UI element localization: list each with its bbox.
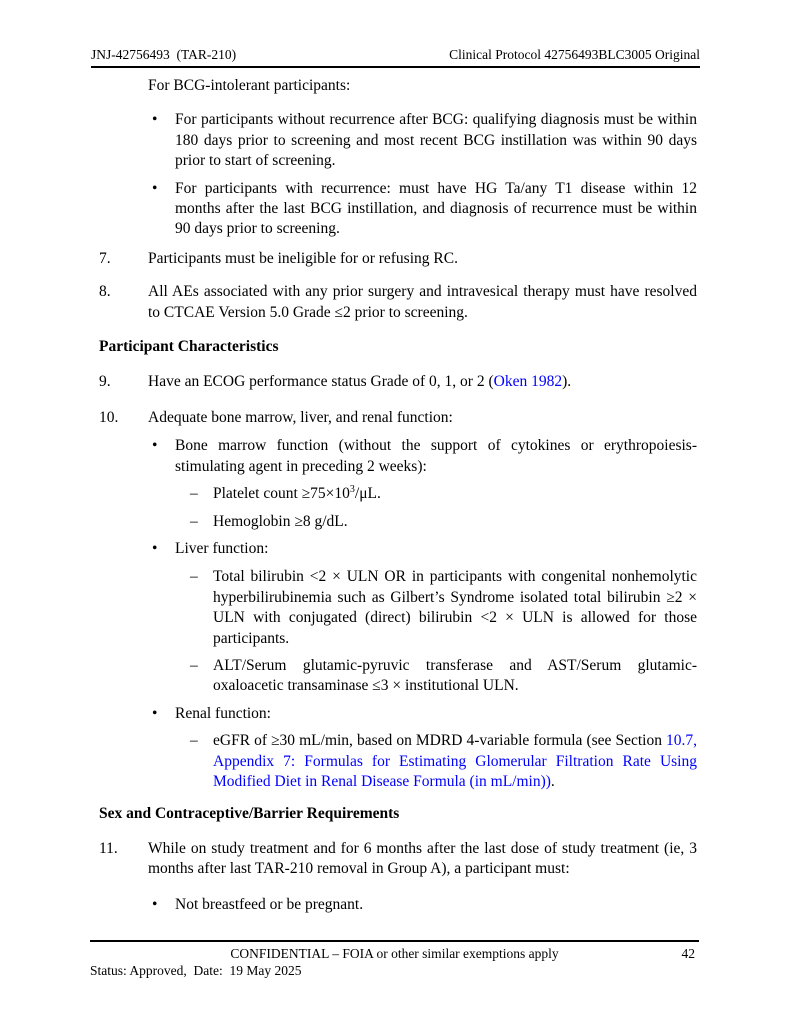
list-item-liver-function: [152, 539, 697, 559]
list-item-bcg-recurrence: [152, 179, 697, 240]
dash-icon: –: [190, 512, 198, 530]
sub-item-text: [213, 484, 697, 504]
section-heading-participant-characteristics: Participant Characteristics: [99, 338, 279, 356]
item-number: 7.: [99, 249, 111, 267]
sub-item-text: Hemoglobin ≥8 g/dL.: [213, 512, 348, 530]
bullet-icon: •: [152, 111, 158, 129]
header-protocol-id: JNJ-42756493 (TAR-210): [91, 47, 237, 62]
bullet-icon: •: [152, 437, 158, 455]
numbered-item-text: While on study treatment and for 6 months after the last dose of study treatment (ie, 3 months after last TAR-210 removal in Group A), a participant must:: [148, 839, 697, 878]
list-item-bcg-no-recurrence: [152, 110, 697, 171]
section-heading-sex-contraceptive: Sex and Contraceptive/Barrier Requirements: [99, 805, 400, 823]
header-protocol-title: Clinical Protocol 42756493BLC3005 Original: [449, 47, 700, 62]
dash-icon: –: [190, 485, 198, 503]
sub-item-hemoglobin: [190, 512, 697, 532]
numbered-item-11: [99, 839, 697, 880]
item9-text-pre: Have an ECOG performance status Grade of 0, 1, or 2 (: [148, 373, 494, 391]
list-item-text: Renal function:: [175, 704, 271, 722]
confidential-notice: CONFIDENTIAL – FOIA or other similar exemptions apply: [230, 946, 559, 961]
numbered-item-10: [99, 408, 697, 428]
egfr-text-pre: eGFR of ≥30 mL/min, based on MDRD 4-variable formula (see Section: [213, 732, 666, 750]
platelet-text-pre: Platelet count ≥75×10: [213, 485, 350, 503]
list-item-breastfeed: [152, 895, 697, 915]
sub-item-text: ALT/Serum glutamic-pyruvic transferase and AST/Serum glutamic-oxaloacetic transaminase ≤3 × institutional ULN.: [213, 656, 697, 695]
numbered-item-text: All AEs associated with any prior surgery and intravesical therapy must have resolved to CTCAE Version 5.0 Grade ≤2 prior to screening.: [148, 283, 697, 321]
numbered-item-8: [99, 282, 697, 323]
sub-item-alt-ast: [190, 656, 697, 697]
bullet-icon: •: [152, 539, 158, 557]
bullet-icon: •: [152, 895, 158, 913]
list-item-text: For participants with recurrence: must have HG Ta/any T1 disease within 12 months after the last BCG instillation, and diagnosis of recurrence must be within 90 days prior to screening.: [175, 179, 697, 238]
page-header: [91, 46, 700, 68]
list-item-renal-function: [152, 704, 697, 724]
numbered-item-text: [148, 372, 697, 392]
intro-paragraph: For BCG-intolerant participants:: [148, 77, 351, 94]
sub-item-platelet: [190, 484, 697, 504]
sub-item-bilirubin: [190, 567, 697, 649]
item-number: 10.: [99, 408, 119, 426]
numbered-item-text: Participants must be ineligible for or refusing RC.: [148, 249, 458, 267]
document-body: [0, 76, 697, 915]
item-number: 11.: [99, 839, 118, 857]
dash-icon: –: [190, 568, 198, 586]
appendix-7-link[interactable]: 10.7, Appendix 7: Formulas for Estimating Glomerular Filtration Rate Using Modified Diet in Renal Disease Formula (in mL/min)): [213, 732, 697, 790]
list-item-text: Bone marrow function (without the support of cytokines or erythropoiesis-stimulating agent in preceding 2 weeks):: [175, 437, 697, 475]
bullet-icon: •: [152, 704, 158, 722]
bullet-icon: •: [152, 179, 158, 197]
list-item-text: For participants without recurrence after BCG: qualifying diagnosis must be within 180 days prior to screening and most recent BCG instillation was within 90 days prior to start of screening.: [175, 111, 697, 170]
list-item-bone-marrow: [152, 436, 697, 477]
platelet-text-post: /μL.: [354, 485, 381, 503]
item-number: 8.: [99, 283, 111, 301]
dash-icon: –: [190, 656, 198, 674]
item-number: 9.: [99, 373, 111, 391]
footer-row: [90, 942, 699, 962]
status-line: Status: Approved, Date: 19 May 2025: [90, 963, 302, 978]
oken-1982-link[interactable]: Oken 1982: [493, 373, 563, 391]
page-footer: [90, 940, 699, 962]
egfr-text-post: .: [550, 772, 555, 790]
sub-item-text: [213, 731, 697, 792]
sub-item-text: Total bilirubin <2 × ULN OR in participants with congenital nonhemolytic hyperbilirubinemia such as Gilbert’s Syndrome isolated total bilirubin ≥2 × ULN with conjugated (direct) bilirubin <2 × ULN is allowed for those participants.: [213, 568, 697, 647]
numbered-item-9: [99, 372, 697, 392]
platelet-superscript: 3: [349, 483, 355, 495]
dash-icon: –: [190, 732, 198, 750]
page-number: 42: [681, 946, 695, 961]
list-item-text: Not breastfeed or be pregnant.: [175, 895, 364, 913]
numbered-item-text: Adequate bone marrow, liver, and renal function:: [148, 408, 453, 426]
list-item-text: Liver function:: [175, 539, 269, 557]
item9-text-post: ).: [562, 373, 572, 391]
sub-item-egfr: [190, 731, 697, 792]
numbered-item-7: [99, 249, 697, 269]
